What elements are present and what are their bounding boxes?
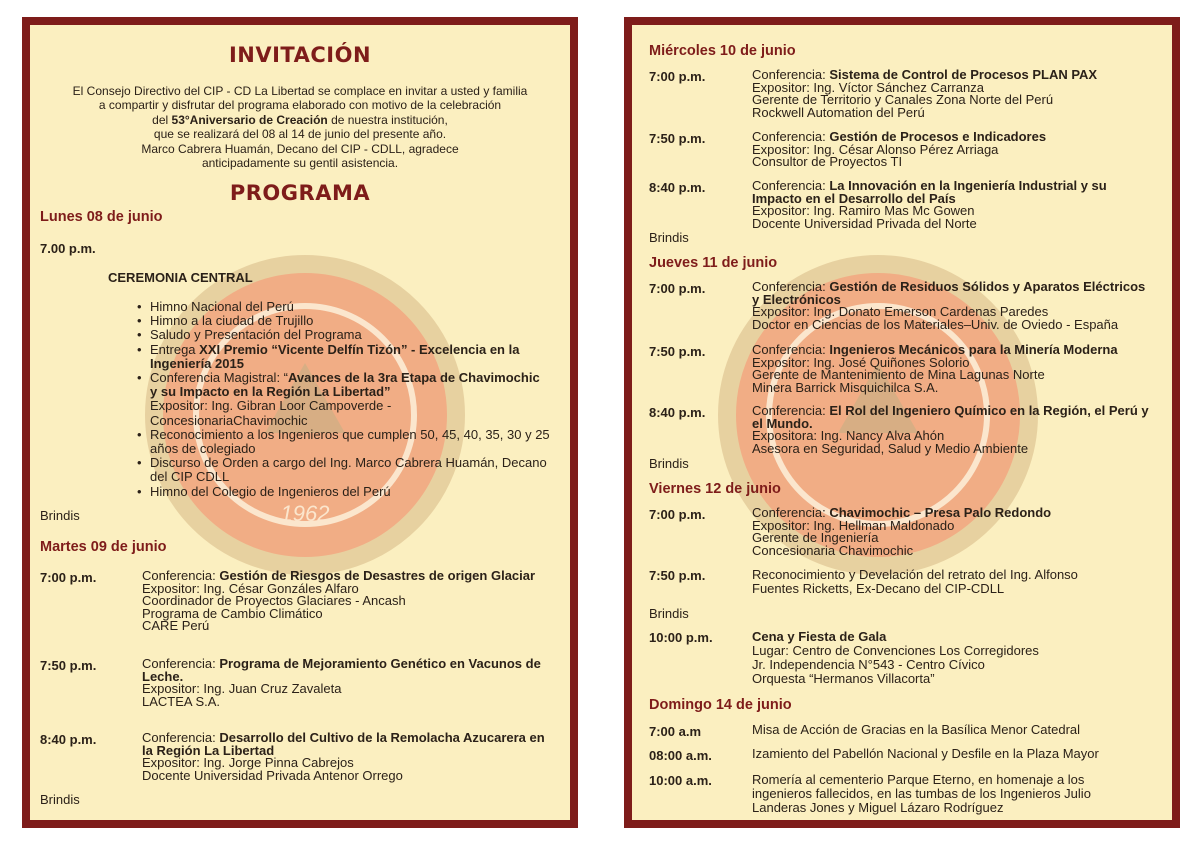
list-item: • Himno Nacional del Perú — [150, 300, 550, 314]
event-details — [752, 131, 1152, 169]
event-prefix: Conferencia: — [752, 403, 830, 418]
list-item: • Himno a la ciudad de Trujillo — [150, 314, 550, 328]
event-line: Gerente de Territorio y Canales Zona Norte del Perú — [752, 92, 1054, 107]
event-title-line — [142, 732, 554, 757]
award-name: XXI Premio “Vicente Delfín Tizón” - Excelencia en la Ingeniería 2015 — [150, 341, 520, 371]
event-line: Orquesta “Hermanos Villacorta” — [752, 671, 935, 686]
event-details — [752, 344, 1152, 394]
list-item — [150, 343, 550, 371]
event-title: La Innovación en la Ingeniería Industrial y su Impacto en el Desarrollo del País — [752, 178, 1107, 206]
event-time: 7:50 p.m. — [649, 344, 706, 359]
event-details — [752, 180, 1152, 230]
event-title: Gestión de Residuos Sólidos y Aparatos Eléctricos y Electrónicos — [752, 279, 1146, 307]
event-time: 7:50 p.m. — [40, 658, 97, 673]
event-line: Expositor: Ing. Jorge Pinna Cabrejos — [142, 755, 354, 770]
day-heading: Viernes 12 de junio — [649, 481, 781, 497]
event-time: 8:40 p.m. — [649, 180, 706, 195]
event-line: Expositora: Ing. Nancy Alva Ahón — [752, 428, 945, 443]
event-title: Gestión de Procesos e Indicadores — [829, 129, 1047, 144]
event-time: 7:00 p.m. — [40, 570, 97, 585]
event-title: Programa de Mejoramiento Genético en Vacunos de Leche. — [142, 656, 541, 684]
item-text: Conferencia Magistral: “ — [150, 370, 288, 386]
event-prefix: Conferencia: — [752, 178, 830, 193]
list-item — [150, 371, 550, 428]
event-line: CARE Perú — [142, 618, 210, 633]
event-line: Coordinador de Proyectos Glaciares - Ancash — [142, 593, 406, 608]
event-title: Chavimochic – Presa Palo Redondo — [829, 505, 1052, 520]
intro-line: anticipadamente su gentil asistencia. — [201, 156, 399, 171]
intro-segment: de nuestra institución, — [327, 112, 448, 127]
event-title: El Rol del Ingeniero Químico en la Región, el Perú y el Mundo. — [752, 403, 1149, 431]
event-details — [752, 630, 1152, 686]
event-details: Izamiento del Pabellón Nacional y Desfile en la Plaza Mayor — [752, 746, 1099, 761]
event-prefix: Conferencia: — [752, 342, 830, 357]
event-prefix: Conferencia: — [752, 279, 830, 294]
event-details: Misa de Acción de Gracias en la Basílica Menor Catedral — [752, 722, 1081, 737]
event-time: 10:00 a.m. — [649, 773, 712, 788]
brindis-label: Brindis — [649, 456, 689, 471]
list-item: • Discurso de Orden a cargo del Ing. Marco Cabrera Huamán, Decano del CIP CDLL — [150, 456, 550, 484]
invitation-title: INVITACIÓN — [228, 43, 372, 67]
event-details — [752, 405, 1152, 455]
event-prefix: Conferencia: — [142, 656, 220, 671]
event-line: Asesora en Seguridad, Salud y Medio Ambiente — [752, 440, 1029, 456]
event-line: Jr. Independencia N°543 - Centro Cívico — [752, 657, 985, 672]
ceremony-list — [150, 300, 550, 499]
left-content — [22, 17, 578, 828]
event-line: Consultor de Proyectos TI — [752, 154, 903, 169]
event-line: Lugar: Centro de Convenciones Los Corregidores — [752, 643, 1039, 658]
event-line: Concesionaria Chavimochic — [752, 542, 914, 558]
event-line: Gerente de Mantenimiento de Mina Lagunas Norte — [752, 367, 1045, 382]
day-heading: Domingo 14 de junio — [649, 697, 792, 713]
intro-segment: del — [152, 112, 172, 127]
event-title-line — [142, 658, 554, 683]
invitation-text — [42, 84, 558, 170]
event-title-line — [752, 405, 1152, 430]
speaker: Expositor: Ing. Gibran Loor Campoverde - ConcesionariaChavimochic — [150, 398, 392, 428]
intro-line: que se realizará del 08 al 14 de junio del presente año. — [153, 127, 447, 142]
event-time: 7.00 p.m. — [40, 241, 96, 256]
event-details — [752, 69, 1152, 119]
brindis-label: Brindis — [40, 508, 80, 523]
intro-line — [42, 113, 558, 127]
event-time: 8:40 p.m. — [649, 405, 706, 420]
day-heading: Martes 09 de junio — [40, 539, 167, 555]
brindis-label: Brindis — [649, 230, 689, 245]
event-details — [142, 658, 554, 708]
list-item: • Saludo y Presentación del Programa — [150, 328, 550, 342]
event-line: Expositor: Ing. Ramiro Mas Mc Gowen — [752, 203, 975, 218]
event-time: 7:50 p.m. — [649, 131, 706, 146]
day-heading: Lunes 08 de junio — [40, 209, 163, 225]
event-line: Expositor: Ing. César Gonzáles Alfaro — [142, 580, 359, 596]
event-details — [142, 570, 554, 633]
event-prefix: Conferencia: — [752, 505, 830, 520]
event-title-line — [752, 180, 1152, 205]
event-title: Ingenieros Mecánicos para la Minería Moderna — [829, 342, 1118, 357]
day-heading: Jueves 11 de junio — [649, 255, 778, 271]
event-title: Gestión de Riesgos de Desastres de origen Glaciar — [219, 568, 536, 583]
event-line: Rockwell Automation del Perú — [752, 104, 925, 120]
event-details — [752, 281, 1152, 331]
item-text: Entrega — [150, 341, 200, 357]
event-line: Expositor: Ing. Hellman Maldonado — [752, 517, 955, 533]
event-prefix: Conferencia: — [142, 730, 220, 745]
event-time: 7:00 p.m. — [649, 507, 706, 522]
event-line: Doctor en Ciencias de los Materiales–Univ. de Oviedo - España — [752, 316, 1119, 332]
intro-line: El Consejo Directivo del CIP - CD La Libertad se complace en invitar a usted y familia — [72, 84, 528, 98]
event-details: Reconocimiento y Develación del retrato del Ing. Alfonso Fuentes Ricketts, Ex-Decano del CIP-CDLL — [752, 567, 1078, 596]
brindis-label: Brindis — [40, 792, 80, 807]
event-time: 7:00 p.m. — [649, 69, 706, 84]
event-line: Expositor: Ing. César Alonso Pérez Arriaga — [752, 141, 999, 157]
event-line: Expositor: Ing. Donato Emerson Cardenas Paredes — [752, 304, 1049, 319]
event-prefix: Conferencia: — [752, 129, 830, 144]
event-details — [142, 732, 554, 782]
intro-line: a compartir y disfrutar del programa elaborado con motivo de la celebración — [98, 98, 502, 113]
brindis-label: Brindis — [649, 606, 689, 621]
event-line: Expositor: Ing. Víctor Sánchez Carranza — [752, 79, 984, 95]
event-title-line — [752, 630, 1152, 644]
list-item: • Reconocimiento a los Ingenieros que cumplen 50, 45, 40, 35, 30 y 25 años de colegiado — [150, 428, 550, 456]
event-line: Docente Universidad Privada del Norte — [752, 215, 977, 231]
event-line: Gerente de Ingeniería — [752, 530, 879, 545]
event-line: LACTEA S.A. — [142, 693, 221, 709]
intro-line: Marco Cabrera Huamán, Decano del CIP - CDLL, agradece — [141, 141, 459, 156]
event-title: Desarrollo del Cultivo de la Remolacha Azucarera en la Región La Libertad — [142, 730, 545, 758]
event-title-line — [752, 281, 1152, 306]
event-line: Docente Universidad Privada Antenor Orrego — [142, 767, 403, 783]
event-line: Minera Barrick Misquichilca S.A. — [752, 379, 939, 395]
event-line: Expositor: Ing. Juan Cruz Zavaleta — [142, 681, 342, 696]
event-details — [752, 507, 1152, 557]
day-heading: Miércoles 10 de junio — [649, 43, 796, 59]
right-content — [624, 17, 1180, 828]
event-line: Programa de Cambio Climático — [142, 605, 323, 621]
event-line: Expositor: Ing. José Quiñones Solorio — [752, 354, 970, 370]
event-time: 7:00 p.m. — [649, 281, 706, 296]
ceremony-title: CEREMONIA CENTRAL — [108, 270, 253, 285]
lecture-title: Avances de la 3ra Etapa de Chavimochic y su Impacto en la Región La Libertad” — [150, 370, 540, 400]
event-time: 8:40 p.m. — [40, 732, 97, 747]
event-details: Romería al cementerio Parque Eterno, en homenaje a los ingenieros fallecidos, en las tumbas de los Ingenieros Julio Landeras Jones y Miguel Lázaro Rodríguez — [752, 772, 1091, 815]
list-item: • Himno del Colegio de Ingenieros del Perú — [150, 485, 550, 499]
program-title: PROGRAMA — [229, 181, 371, 205]
event-time: 10:00 p.m. — [649, 630, 713, 645]
event-prefix: Conferencia: — [752, 67, 830, 82]
event-time: 7:50 p.m. — [649, 568, 706, 583]
event-title: Cena y Fiesta de Gala — [752, 629, 887, 644]
seal-year: 1962 — [280, 501, 330, 526]
anniversary-highlight: 53°Aniversario de Creación — [171, 112, 328, 127]
event-title: Sistema de Control de Procesos PLAN PAX — [829, 67, 1098, 82]
event-time: 08:00 a.m. — [649, 748, 712, 763]
event-prefix: Conferencia: — [142, 568, 220, 583]
event-time: 7:00 a.m — [649, 724, 702, 739]
